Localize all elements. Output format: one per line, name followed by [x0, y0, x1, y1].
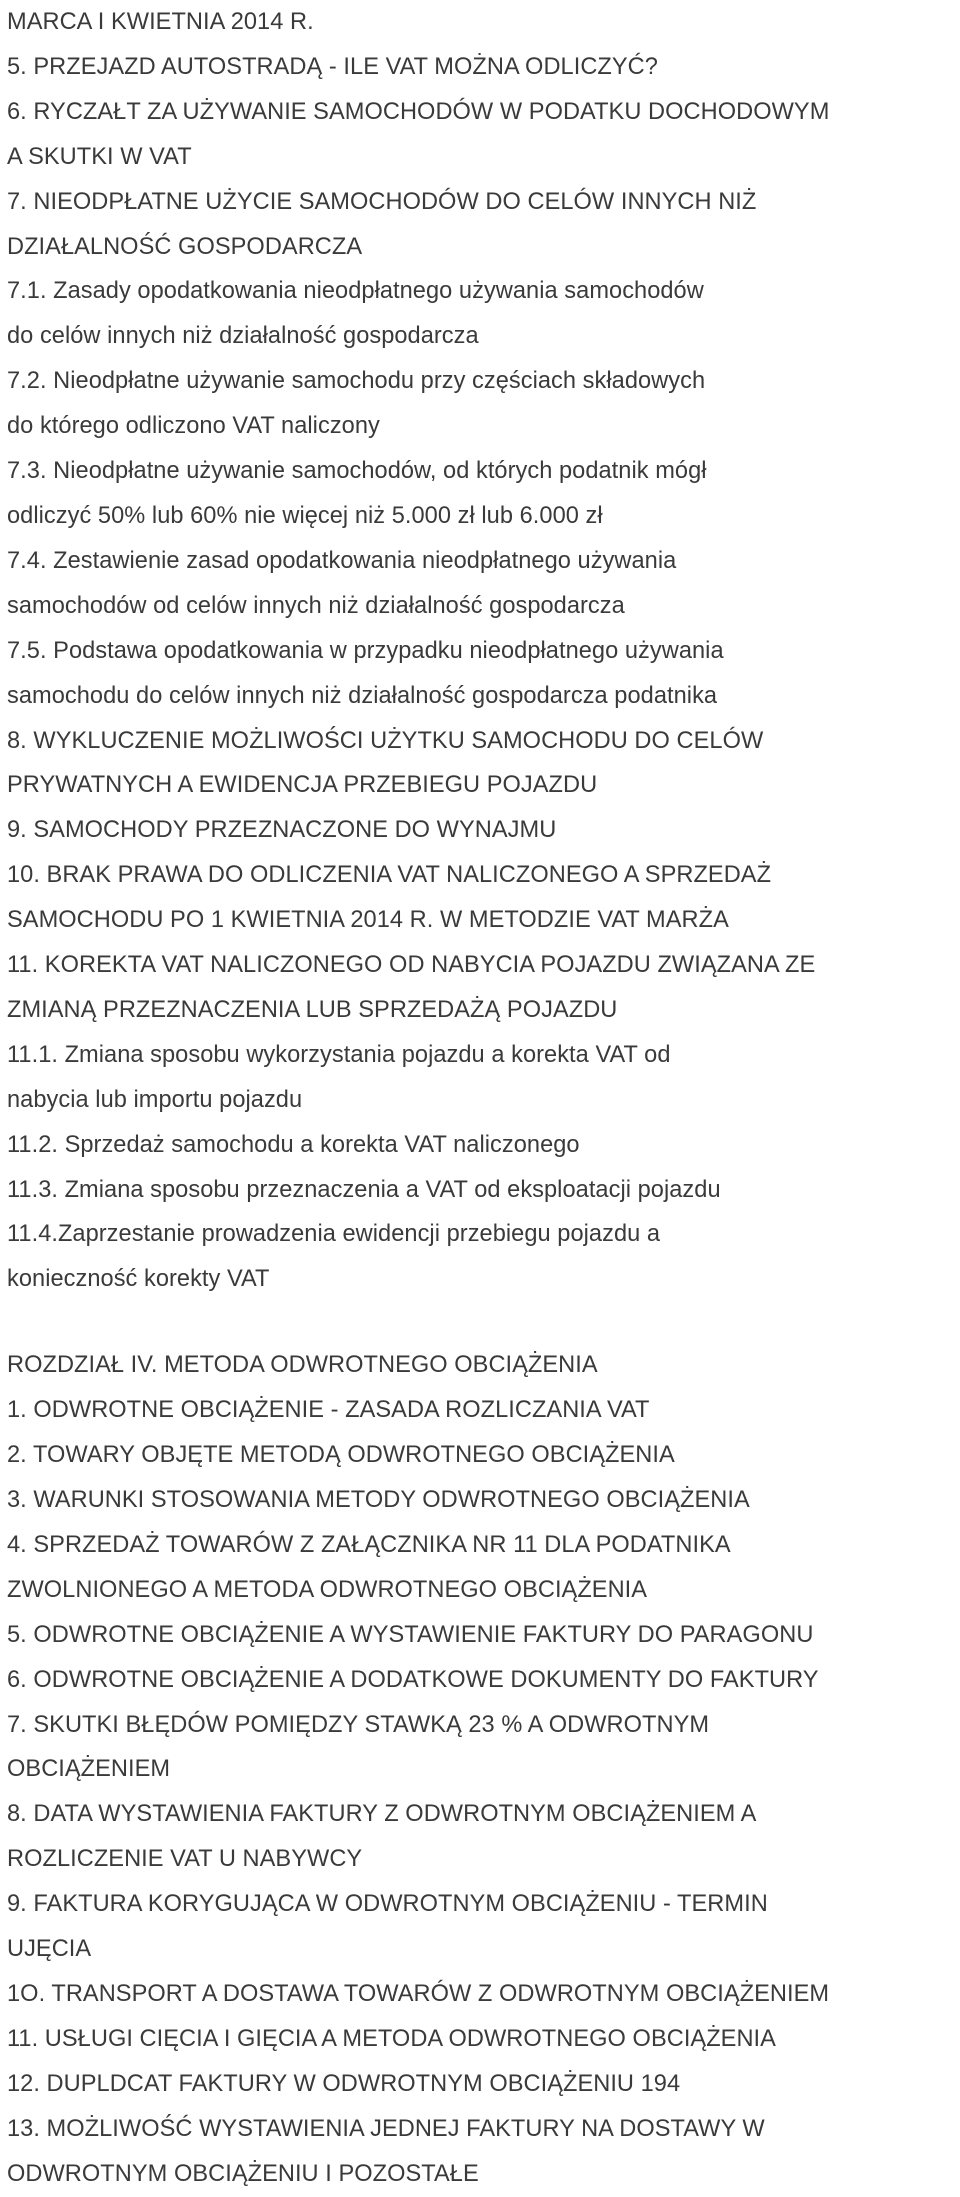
toc-line: 11.1. Zmiana sposobu wykorzystania pojazdu a korekta VAT od	[7, 1041, 671, 1068]
toc-line: ROZLICZENIE VAT U NABYWCY	[7, 1846, 363, 1873]
toc-line: samochodów od celów innych niż działalność gospodarcza	[7, 592, 625, 619]
toc-line: odliczyć 50% lub 60% nie więcej niż 5.000 zł lub 6.000 zł	[7, 502, 603, 529]
toc-line: 8. WYKLUCZENIE MOŻLIWOŚCI UŻYTKU SAMOCHODU DO CELÓW	[7, 727, 764, 754]
toc-line: A SKUTKI W VAT	[7, 143, 192, 170]
toc-line: 6. ODWROTNE OBCIĄŻENIE A DODATKOWE DOKUMENTY DO FAKTURY	[7, 1666, 819, 1693]
toc-line: 13. MOŻLIWOŚĆ WYSTAWIENIA JEDNEJ FAKTURY NA DOSTAWY W	[7, 2115, 765, 2142]
toc-line: 7. NIEODPŁATNE UŻYCIE SAMOCHODÓW DO CELÓW INNYCH NIŻ	[7, 188, 757, 215]
toc-line: 7.2. Nieodpłatne używanie samochodu przy częściach składowych	[7, 368, 706, 395]
toc-line: samochodu do celów innych niż działalność gospodarcza podatnika	[7, 682, 718, 709]
toc-section-chapter-iv	[7, 1343, 960, 2196]
toc-line: SAMOCHODU PO 1 KWIETNIA 2014 R. W METODZIE VAT MARŻA	[7, 907, 729, 934]
toc-line: 6. RYCZAŁT ZA UŻYWANIE SAMOCHODÓW W PODATKU DOCHODOWYM	[7, 98, 830, 125]
toc-line: 11.2. Sprzedaż samochodu a korekta VAT naliczonego	[7, 1131, 580, 1158]
toc-line: 1. ODWROTNE OBCIĄŻENIE - ZASADA ROZLICZANIA VAT	[7, 1397, 650, 1424]
toc-line: 8. DATA WYSTAWIENIA FAKTURY Z ODWROTNYM OBCIĄŻENIEM A	[7, 1801, 757, 1828]
toc-line: PRYWATNYCH A EWIDENCJA PRZEBIEGU POJAZDU	[7, 772, 598, 799]
toc-line: 11. USŁUGI CIĘCIA I GIĘCIA A METODA ODWROTNEGO OBCIĄŻENIA	[7, 2025, 776, 2052]
toc-line: ODWROTNYM OBCIĄŻENIU I POZOSTAŁE	[7, 2160, 479, 2187]
toc-line: MARCA I KWIETNIA 2014 R.	[7, 9, 314, 35]
toc-line: ZWOLNIONEGO A METODA ODWROTNEGO OBCIĄŻENIA	[7, 1576, 648, 1603]
section-spacer	[7, 1302, 960, 1343]
toc-line: 1O. TRANSPORT A DOSTAWA TOWARÓW Z ODWROTNYM OBCIĄŻENIEM	[7, 1980, 830, 2007]
toc-line: 7.4. Zestawienie zasad opodatkowania nieodpłatnego używania	[7, 547, 677, 574]
toc-line: 11.4.Zaprzestanie prowadzenia ewidencji przebiegu pojazdu a	[7, 1221, 661, 1248]
toc-line: 2. TOWARY OBJĘTE METODĄ ODWROTNEGO OBCIĄŻENIA	[7, 1442, 675, 1469]
chapter-heading: ROZDZIAŁ IV. METODA ODWROTNEGO OBCIĄŻENIA	[7, 1352, 598, 1379]
toc-line: OBCIĄŻENIEM	[7, 1756, 171, 1783]
toc-line: 12. DUPLDCAT FAKTURY W ODWROTNYM OBCIĄŻENIU 194	[7, 2070, 681, 2097]
toc-line: do którego odliczono VAT naliczony	[7, 413, 380, 440]
toc-line: 7.1. Zasady opodatkowania nieodpłatnego używania samochodów	[7, 278, 704, 305]
toc-line: 5. ODWROTNE OBCIĄŻENIE A WYSTAWIENIE FAKTURY DO PARAGONU	[7, 1621, 814, 1648]
toc-line: DZIAŁALNOŚĆ GOSPODARCZA	[7, 233, 363, 260]
toc-line: nabycia lub importu pojazdu	[7, 1086, 303, 1113]
toc-line: 11.3. Zmiana sposobu przeznaczenia a VAT od eksploatacji pojazdu	[7, 1176, 721, 1203]
toc-line: 9. FAKTURA KORYGUJĄCA W ODWROTNYM OBCIĄŻENIU - TERMIN	[7, 1891, 768, 1918]
toc-line: 7.5. Podstawa opodatkowania w przypadku nieodpłatnego używania	[7, 637, 724, 664]
toc-line: konieczność korekty VAT	[7, 1266, 270, 1293]
toc-line: UJĘCIA	[7, 1936, 92, 1963]
toc-line: 10. BRAK PRAWA DO ODLICZENIA VAT NALICZONEGO A SPRZEDAŻ	[7, 862, 772, 889]
toc-line: 4. SPRZEDAŻ TOWARÓW Z ZAŁĄCZNIKA NR 11 DLA PODATNIKA	[7, 1531, 731, 1558]
toc-line: 9. SAMOCHODY PRZEZNACZONE DO WYNAJMU	[7, 817, 557, 844]
toc-line: 5. PRZEJAZD AUTOSTRADĄ - ILE VAT MOŻNA ODLICZYĆ?	[7, 53, 658, 80]
toc-line: 7. SKUTKI BŁĘDÓW POMIĘDZY STAWKĄ 23 % A ODWROTNYM	[7, 1711, 710, 1738]
toc-section-before	[7, 0, 960, 1302]
toc-line: 11. KOREKTA VAT NALICZONEGO OD NABYCIA POJAZDU ZWIĄZANA ZE	[7, 952, 816, 979]
toc-line: do celów innych niż działalność gospodarcza	[7, 323, 479, 350]
toc-line: ZMIANĄ PRZEZNACZENIA LUB SPRZEDAŻĄ POJAZDU	[7, 996, 618, 1023]
toc-line: 7.3. Nieodpłatne używanie samochodów, od których podatnik mógł	[7, 458, 707, 485]
toc-line: 3. WARUNKI STOSOWANIA METODY ODWROTNEGO OBCIĄŻENIA	[7, 1487, 750, 1513]
